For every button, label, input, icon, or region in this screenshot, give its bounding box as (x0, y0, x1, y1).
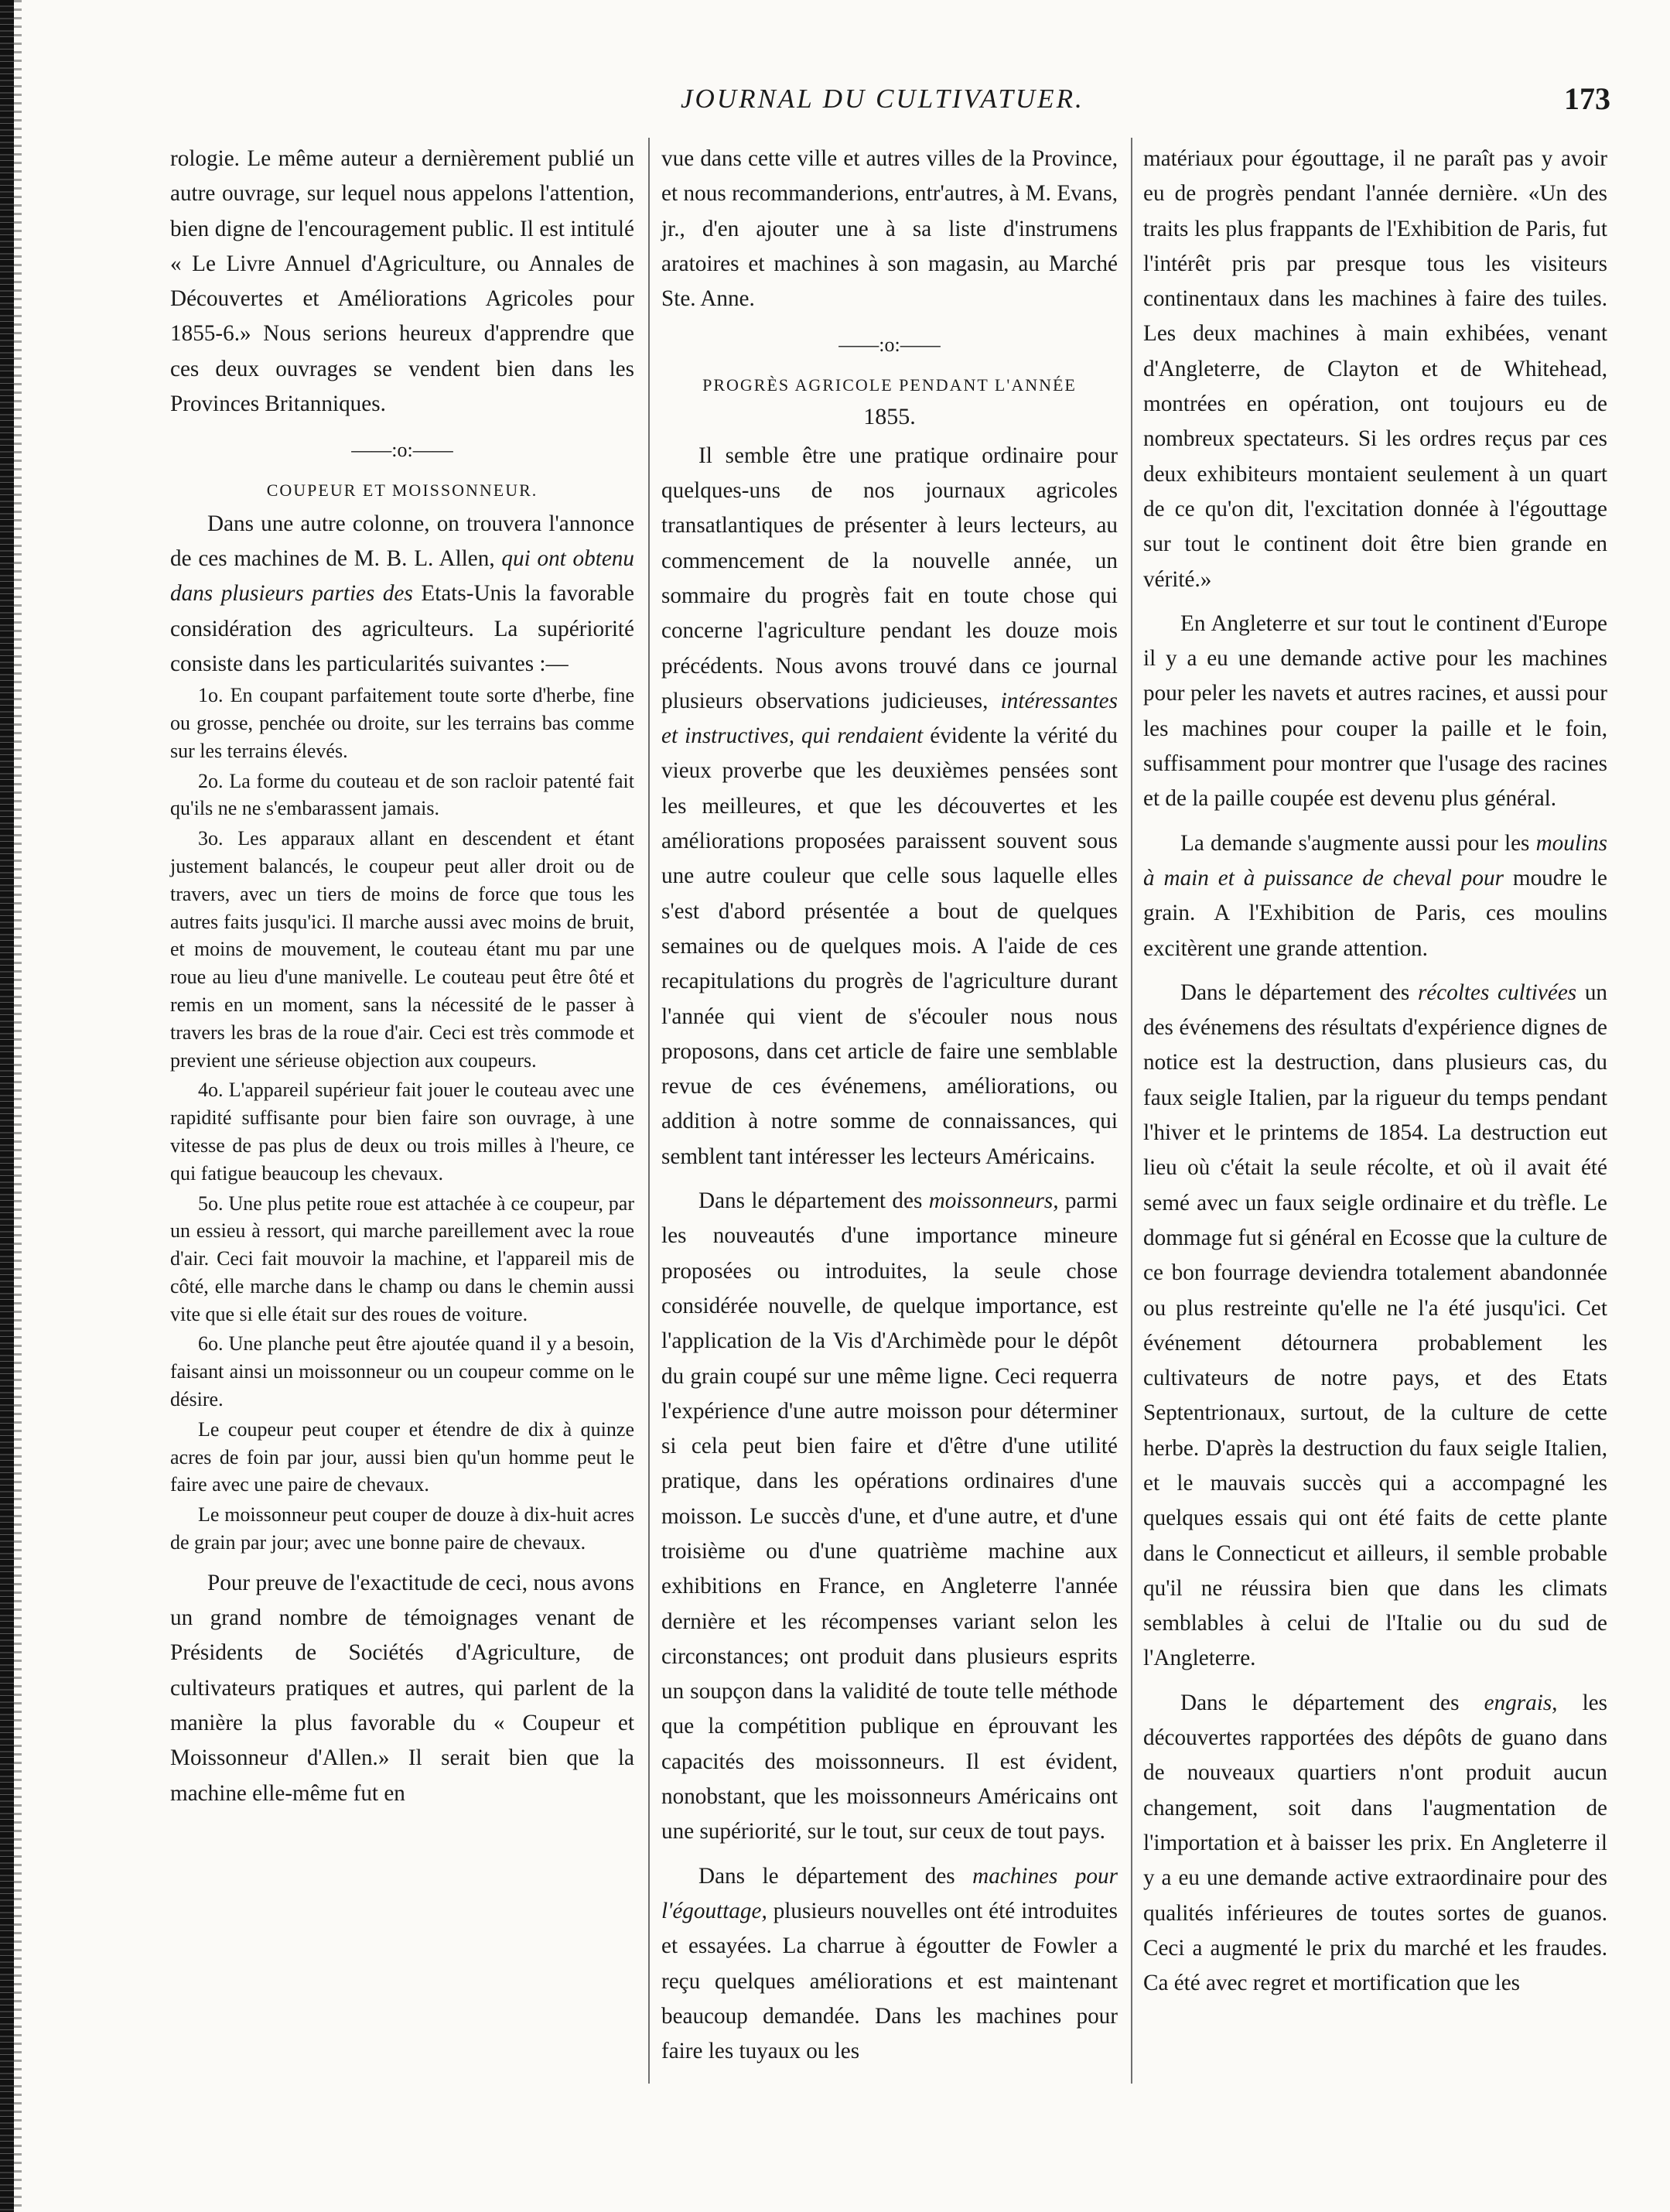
section-separator: ——:o:—— (351, 439, 453, 462)
column-2 (661, 142, 1118, 2069)
list-item: 4o. L'appareil supérieur fait jouer le couteau avec une rapidité suffisante pour bien faire son ouvrage, à une vitesse de pas plus de deux ou trois milles à l'heure, ce qui fatigue beaucoup les chevaux. (170, 1079, 634, 1185)
col1-paragraph-1: Dans une autre colonne, on trouvera l'annonce de ces machines de M. B. L. Allen, qui ont obtenu dans plusieurs parties des Etats-Unis la favorable considération des agriculteurs. La supériorité consiste dans les particularités suivantes :— (170, 511, 635, 676)
column-1 (170, 142, 634, 1811)
col2-paragraph-2: Dans le département des moissonneurs, parmi les nouveautés d'une importance mineure proposées ou introduites, la seule chose considérée nouvelle, de quelque importance, est l'application de la Vis d'Archimède pour le dépôt du grain coupé sur une même ligne. Ceci requerra l'expérience d'une autre moisson pour déterminer si cela peut bien faire et d'être d'une utilité pratique, dans les opérations ordinaires d'une moisson. Le succès d'une, et d'une autre, et d'une troisième ou d'une quatrième machine aux exhibitions en France, en Angleterre l'année dernière et les récompenses variant selon les circonstances; ont produit dans plusieurs esprits un soupçon dans la validité de toute telle méthode que la compétition publique en éprouvant les capacités des moissonneurs. Il est évident, nonobstant, que les moissonneurs Américains ont une supériorité, sur le tout, sur ceux de tout pays. (661, 1188, 1118, 1844)
list-item: Le coupeur peut couper et étendre de dix à quinze acres de foin par jour, aussi bien qu'un homme peut le faire avec une paire de chevaux. (170, 1417, 634, 1496)
article-heading-progres: PROGRÈS AGRICOLE PENDANT L'ANNÉE (702, 374, 1077, 395)
col1-paragraph-last: Pour preuve de l'exactitude de ceci, nous avons un grand nombre de témoignages venant de Présidents de Sociétés d'Agriculture, de cultivateurs pratiques et autres, qui parlent de la manière la plus favorable du « Coupeur et Moissonneur d'Allen.» Il serait bien que la machine elle-même fut en (170, 1570, 634, 1806)
list-item: 5o. Une plus petite roue est attachée à ce coupeur, par un essieu à ressort, qui marche pareillement avec la roue d'air. Ceci fait mouvoir la machine, et l'appareil mis de côté, elle marche dans le champ ou dans le chemin aussi vite que si elle était sur des roues de voiture. (170, 1191, 634, 1325)
article-heading-year: 1855. (863, 403, 916, 429)
col3-paragraph-2: La demande s'augmente aussi pour les moulins à main et à puissance de cheval pour moudre le grain. A l'Exhibition de Paris, ces moulins excitèrent une grande attention. (1143, 830, 1607, 961)
col3-paragraph-4: Dans le département des engrais, les découvertes rapportées des dépôts de guano dans de nouveaux quartiers n'ont produit aucun changement, soit dans l'augmentation de l'importation et à baisser les prix. En Angleterre il y a eu une demande active extraordinaire pour des qualités inférieures de toutes sortes de guanos. Ceci a augmenté le prix du marché et les fraudes. Ca été avec regret et mortification que les (1143, 1690, 1607, 1996)
col3-paragraph-3: Dans le département des récoltes cultivées un des événemens des résultats d'expérience dignes de notice est la destruction, dans plusieurs cas, du faux seigle Italien, par la rigueur du temps pendant l'hiver et le printems de 1854. La destruction eut lieu où c'était la seule récolte, et où il avait été semé avec un faux seigle ordinaire et du trèfle. Le dommage fut si général en Ecosse que la culture de ce bon fourrage deviendra totalement abandonnée ou plus restreinte qu'elle ne l'a été jusqu'ici. Cet événement détournera probablement les cultivateurs de notre pays, et des Etats Septentrionaux, surtout, de la culture de cette herbe. D'après la destruction du faux seigle Italien, et le mauvais succès qui a accompagné les quelques essais qui ont été faits de cette plante dans le Connecticut et ailleurs, il semble probable qu'il ne réussira bien que dans les climats semblables à celui de l'Italie ou du sud de l'Angleterre. (1143, 980, 1608, 1671)
list-item: 2o. La forme du couteau et de son racloir patenté fait qu'ils ne ne s'embarassent jamais. (170, 769, 634, 820)
col2-paragraph-1: Il semble être une pratique ordinaire pour quelques-uns de nos journaux agricoles transatlantiques de présenter à leurs lecteurs, au commencement de la nouvelle année, un sommaire du progrès fait en toute chose qui concerne l'agriculture pendant les douze mois précédents. Nous avons trouvé dans ce journal plusieurs observations judicieuses, intéressantes et instructives, qui rendaient évidente la vérité du vieux proverbe que les deuxièmes pensées sont les meilleures, et que les découvertes et les améliorations proposées paraissent souvent sous une autre couleur que celle sous laquelle elles s'est d'abord présentée a bout de quelques semaines ou de quelques mois. A l'aide de ces recapitulations du progrès de l'agriculture durant l'année qui vient de s'écouler nous nous proposons, dans cet article de faire une semblable revue de ces événemens, améliorations, ou addition à notre somme de connaissances, qui semblent tant intéresser les lecteurs Américains. (661, 443, 1118, 1169)
col2-paragraph-3: Dans le département des machines pour l'égouttage, plusieurs nouvelles ont été introduites et essayées. La charrue à égoutter de Fowler a reçu quelques améliorations et est maintenant beaucoup demandée. Dans les machines pour faire les tuyaux ou les (661, 1863, 1118, 2064)
running-title: JOURNAL DU CULTIVATUER. (681, 84, 1084, 114)
col2-continuation-paragraph: vue dans cette ville et autres villes de la Province, et nous recommanderions, entr'autres, à M. Evans, jr., d'en ajouter une à sa liste d'instrumens aratoires et machines à son magasin, au Marché Ste. Anne. (661, 146, 1118, 312)
list-item: Le moissonneur peut couper de douze à dix-huit acres de grain par jour; avec une bonne paire de chevaux. (170, 1503, 634, 1554)
feature-list (170, 682, 634, 1557)
column-3 (1143, 142, 1607, 2001)
list-item: 1o. En coupant parfaitement toute sorte d'herbe, fine ou grosse, penchée ou droite, sur les terrains bas comme sur les terrains élevés. (170, 684, 634, 762)
article-heading-coupeur: COUPEUR ET MOISSONNEUR. (266, 480, 538, 500)
col3-continuation-paragraph: matériaux pour égouttage, il ne paraît pas y avoir eu de progrès pendant l'année dernière. «Un des traits les plus frappants de l'Exhibition de Paris, fut l'intérêt pris par presque tous les visiteurs continentaux dans les machines à faire des tuiles. Les deux machines à main exhibées, venant d'Angleterre, de Clayton et de Whitehead, montrées en opération, ont toujours eu de nombreux spectateurs. Si les ordres reçus par ces deux exhibiteurs montaient seulement à un quart de ce qu'on dit, l'excitation donnée à l'égouttage sur tout le continent doit être bien grande en vérité.» (1143, 146, 1607, 592)
col1-intro-paragraph: rologie. Le même auteur a dernièrement publié un autre ouvrage, sur lequel nous appelons l'attention, bien digne de l'encouragement public. Il est intitulé « Le Livre Annuel d'Agriculture, ou Annales de Découvertes et Améliorations Agricoles pour 1855-6.» Nous serions heureux d'apprendre que ces deux ouvrages se vendent bien dans les Provinces Britanniques. (170, 146, 634, 417)
binding-edge (14, 0, 22, 2212)
column-rule-right (1131, 138, 1132, 2084)
list-item: 3o. Les apparaux allant en descendent et étant justement balancés, le coupeur peut aller droit ou de travers, avec un tiers de moins de force que tous les autres faits jusqu'ici. Il marche aussi avec moins de bruit, et moins de mouvement, le couteau étant mu par une roue au lieu d'une manivelle. Le couteau peut être ôté et remis en un moment, sans la nécessité de le passer à travers les bras de la roue d'air. Ceci est très commode et previent une sérieuse objection aux coupeurs. (170, 827, 634, 1072)
page-header (0, 81, 1670, 122)
section-separator: ——:o:—— (838, 333, 941, 357)
page-number: 173 (1564, 81, 1610, 116)
column-rule-left (648, 138, 650, 2084)
list-item: 6o. Une planche peut être ajoutée quand il y a besoin, faisant ainsi un moissonneur ou un coupeur comme on le désire. (170, 1332, 634, 1411)
book-spine-shadow (0, 0, 14, 2212)
col3-paragraph-1: En Angleterre et sur tout le continent d'Europe il y a eu une demande active pour les machines pour peler les navets et autres racines, et aussi pour les machines pour couper la paille et le foin, suffisamment pour montrer que l'usage des racines et de la paille coupée est devenu plus général. (1143, 610, 1607, 812)
